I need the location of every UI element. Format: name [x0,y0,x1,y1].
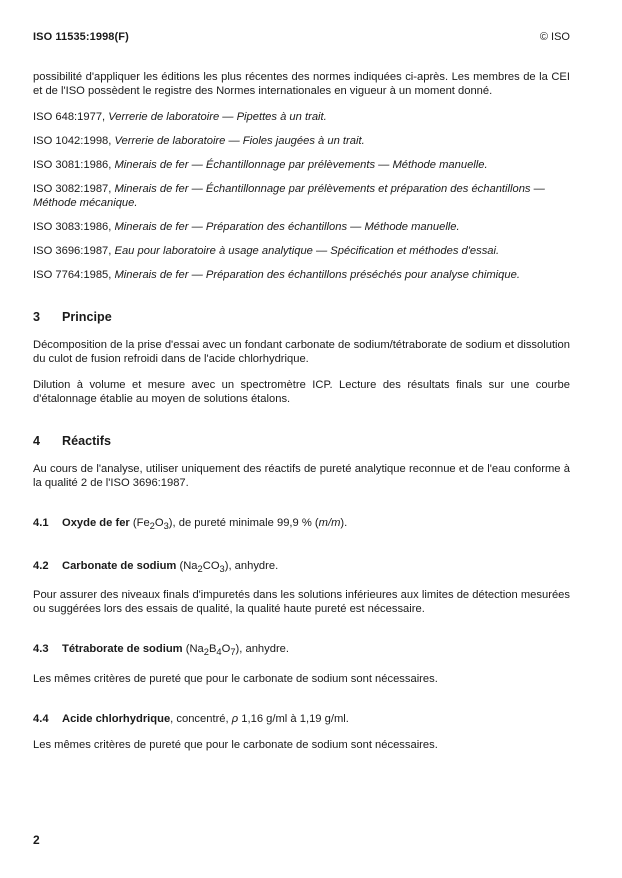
reference-title: Verrerie de laboratoire — Pipettes à un trait. [108,111,327,123]
subsection-4-4: 4.4 Acide chlorhydrique, concentré, ρ 1,16 g/ml à 1,19 g/ml. [33,712,349,725]
reference-title: Eau pour laboratoire à usage analytique — Spécification et méthodes d'essai. [114,245,500,257]
reference-title: Minerais de fer — Échantillonnage par prélèvements — Méthode manuelle. [114,159,488,171]
reference-code: ISO 1042:1998, [33,135,112,147]
intro-paragraph: possibilité d'appliquer les éditions les plus récentes des normes indiquées ci-après. Les membres de la CEI et de l'ISO possèdent le registre des Normes internationales en vigueur à un moment donné. [33,71,570,97]
reference-code: ISO 3696:1987, [33,245,112,257]
reference-code: ISO 3081:1986, [33,159,112,171]
copyright-mark: © ISO [539,31,570,43]
reference-title: Minerais de fer — Préparation des échantillons préséchés pour analyse chimique. [114,269,520,281]
section-number: 4 [33,434,41,448]
section-title: Principe [62,310,112,324]
subsection-4-2-paragraph: Pour assurer des niveaux finals d'impuretés dans les solutions inférieures aux limites de détection mesurées ou suggérées lors des essais de qualité, la qualité haute pureté est nécessaire. [33,589,570,616]
section-title: Réactifs [62,434,111,448]
reagent-name: Carbonate de sodium [62,560,177,573]
subsection-4-3-paragraph: Les mêmes critères de pureté que pour le carbonate de sodium sont nécessaires. [33,672,438,685]
page-number: 2 [33,833,40,847]
reference-item [33,244,570,258]
reference-code: ISO 648:1977, [33,111,106,123]
subsection-number: 4.4 [33,712,49,725]
reference-item [33,268,570,282]
reagent-name: Tétraborate de sodium [62,643,183,656]
subsection-number: 4.3 [33,643,49,656]
subsection-4-2: 4.2 Carbonate de sodium $(Na_2CO_3)$, anhydre. [33,560,279,575]
page-content [33,70,570,764]
subsection-4-1: 4.1 Oxyde de fer $(Fe_2O_3)$, de pureté minimale 99,9 % (m/m). [33,517,348,532]
reference-item [33,134,570,148]
principle-paragraph-2: Dilution à volume et mesure avec un spectromètre ICP. Lecture des résultats finals sur une courbe d'étalonnage établie au moyen de solutions étalons. [33,379,570,405]
reference-code: ISO 3083:1986, [33,221,112,233]
subsection-4-3: 4.3 Tétraborate de sodium $(Na_2B_4O_7)$, anhydre. [33,643,290,658]
reagent-name: Acide chlorhydrique [62,712,171,725]
reference-list [33,110,570,282]
reagents-paragraph: Au cours de l'analyse, utiliser uniquement des réactifs de pureté analytique reconnue et de l'eau conforme à la qualité 2 de l'ISO 3696:1987. [33,463,570,489]
section-heading-3 [33,310,570,324]
reference-code: ISO 3082:1987, [33,183,112,195]
reference-item [33,110,570,124]
section-number: 3 [33,310,41,324]
reference-title: Minerais de fer — Échantillonnage par prélèvements et préparation des échantillons — Méthode mécanique. [33,183,545,209]
subsection-4-4-paragraph: Les mêmes critères de pureté que pour le carbonate de sodium sont nécessaires. [33,738,438,751]
density-symbol: ρ [231,712,239,725]
reference-item [33,220,570,234]
reference-code: ISO 7764:1985, [33,269,112,281]
standard-id: ISO 11535:1998(F) [33,31,129,43]
reference-title: Minerais de fer — Préparation des échantillons — Méthode manuelle. [114,221,460,233]
principle-paragraph-1: Décomposition de la prise d'essai avec un fondant carbonate de sodium/tétraborate de sodium et dissolution du culot de fusion refroidi dans de l'acide chlorhydrique. [33,339,570,365]
section-heading-4 [33,434,570,448]
reference-title: Verrerie de laboratoire — Fioles jaugées à un trait. [114,135,365,147]
reference-item [33,182,570,210]
subsection-number: 4.1 [33,517,49,529]
reference-item [33,158,570,172]
reagent-name: Oxyde de fer [62,517,130,529]
subsection-number: 4.2 [33,560,49,573]
